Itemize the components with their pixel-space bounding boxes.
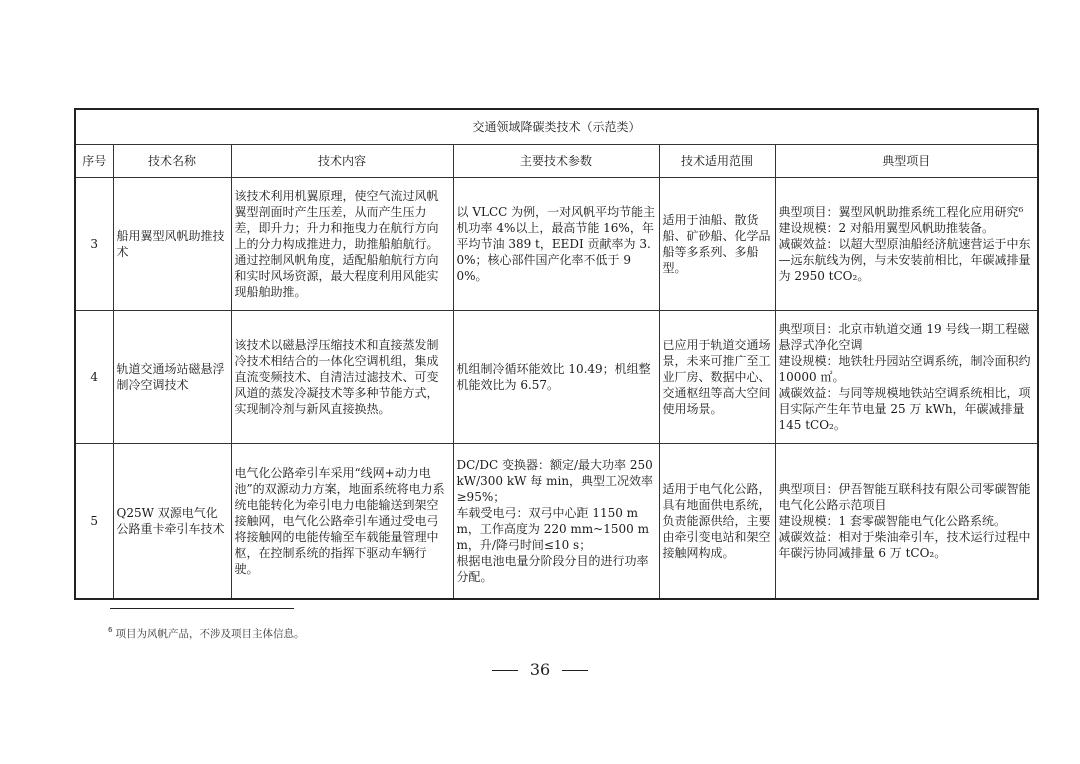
technology-params: 机组制冷循环能效比 10.49；机组整机能效比为 6.57。 — [453, 311, 659, 444]
table-row — [75, 311, 1038, 444]
typical-project: 典型项目：北京市轨道交通 19 号线一期工程磁悬浮式净化空调 建设规模：地铁牡丹园站空调系统，制冷面积约 10000 ㎡。 减碳效益：与同等规模地铁站空调系统相比，项目实际产生年节电量 25 万 kWh，年碳减排量 145 tCO₂。 — [775, 311, 1038, 444]
footnote-text: 项目为风帆产品，不涉及项目主体信息。 — [115, 628, 305, 640]
row-number: 3 — [75, 178, 113, 311]
technology-name: 船用翼型风帆助推技术 — [113, 178, 231, 311]
page-dash-left — [492, 670, 518, 671]
page-number-value: 36 — [529, 660, 551, 679]
technology-name: Q25W 双源电气化公路重卡牵引车技术 — [113, 444, 231, 600]
technology-params: DC/DC 变换器：额定/最大功率 250 kW/300 kW 每 min，典型工况效率≥95%； 车载受电弓：双弓中心距 1150 mm，工作高度为 220 mm~1500 mm，升/降弓时间≤10 s； 根据电池电量分阶段分目的进行功率分配。 — [453, 444, 659, 600]
technology-table — [74, 108, 1039, 600]
header-scope: 技术适用范围 — [659, 145, 775, 178]
header-no: 序号 — [75, 145, 113, 178]
footnote-mark: 6 — [108, 626, 113, 634]
row-number: 4 — [75, 311, 113, 444]
table-title: 交通领域降碳类技术（示范类） — [75, 109, 1038, 145]
technology-content: 该技术利用机翼原理，使空气流过风帆翼型剖面时产生压差，从而产生压力差，即升力；升力和拖曳力在航行方向上的分力构成推进力，助推船舶航行。通过控制风帆角度，适配船舶航行方向和实时风场资源，最大程度利用风能实现船舶助推。 — [231, 178, 453, 311]
table-title-row — [75, 109, 1038, 145]
technology-scope: 已应用于轨道交通场景，未来可推广至工业厂房、数据中心、交通枢纽等高大空间使用场景。 — [659, 311, 775, 444]
technology-content: 电气化公路牵引车采用“线网+动力电池”的双源动力方案，地面系统将电力系统电能转化为牵引电力电能输送到架空接触网，电气化公路牵引车通过受电弓将接触网的电能传输至车载能量管理中枢，在控制系统的指挥下驱动车辆行驶。 — [231, 444, 453, 600]
technology-name: 轨道交通场站磁悬浮制冷空调技术 — [113, 311, 231, 444]
typical-project: 典型项目：翼型风帆助推系统工程化应用研究⁶ 建设规模：2 对船用翼型风帆助推装备。 减碳效益：以超大型原油船经济航速营运于中东—远东航线为例，与未安装前相比，年碳减排量为 2950 tCO₂。 — [775, 178, 1038, 311]
footnote — [108, 626, 304, 641]
header-project: 典型项目 — [775, 145, 1038, 178]
technology-content: 该技术以磁悬浮压缩技术和直接蒸发制冷技术相结合的一体化空调机组，集成直流变频技术、自清洁过滤技术、可变风道的蒸发冷凝技术等多种节能方式，实现制冷剂与新风直接换热。 — [231, 311, 453, 444]
header-content: 技术内容 — [231, 145, 453, 178]
row-number: 5 — [75, 444, 113, 600]
table-row — [75, 444, 1038, 600]
page-number — [0, 660, 1080, 679]
footnote-divider — [110, 608, 294, 609]
typical-project: 典型项目：伊吾智能互联科技有限公司零碳智能电气化公路示范项目 建设规模：1 套零碳智能电气化公路系统。 减碳效益：相对于柴油牵引车，技术运行过程中年碳污协同减排量 6 万 tCO₂。 — [775, 444, 1038, 600]
header-name: 技术名称 — [113, 145, 231, 178]
technology-scope: 适用于油船、散货船、矿砂船、化学品船等多系列、多船型。 — [659, 178, 775, 311]
page-dash-right — [562, 670, 588, 671]
technology-params: 以 VLCC 为例，一对风帆平均节能主机功率 4%以上，最高节能 16%，年平均节油 389 t，EEDI 贡献率为 3.0%；核心部件国产化率不低于 90%。 — [453, 178, 659, 311]
table-header-row — [75, 145, 1038, 178]
technology-scope: 适用于电气化公路，具有地面供电系统，负责能源供给，主要由牵引变电站和架空接触网构成。 — [659, 444, 775, 600]
table-row — [75, 178, 1038, 311]
header-params: 主要技术参数 — [453, 145, 659, 178]
